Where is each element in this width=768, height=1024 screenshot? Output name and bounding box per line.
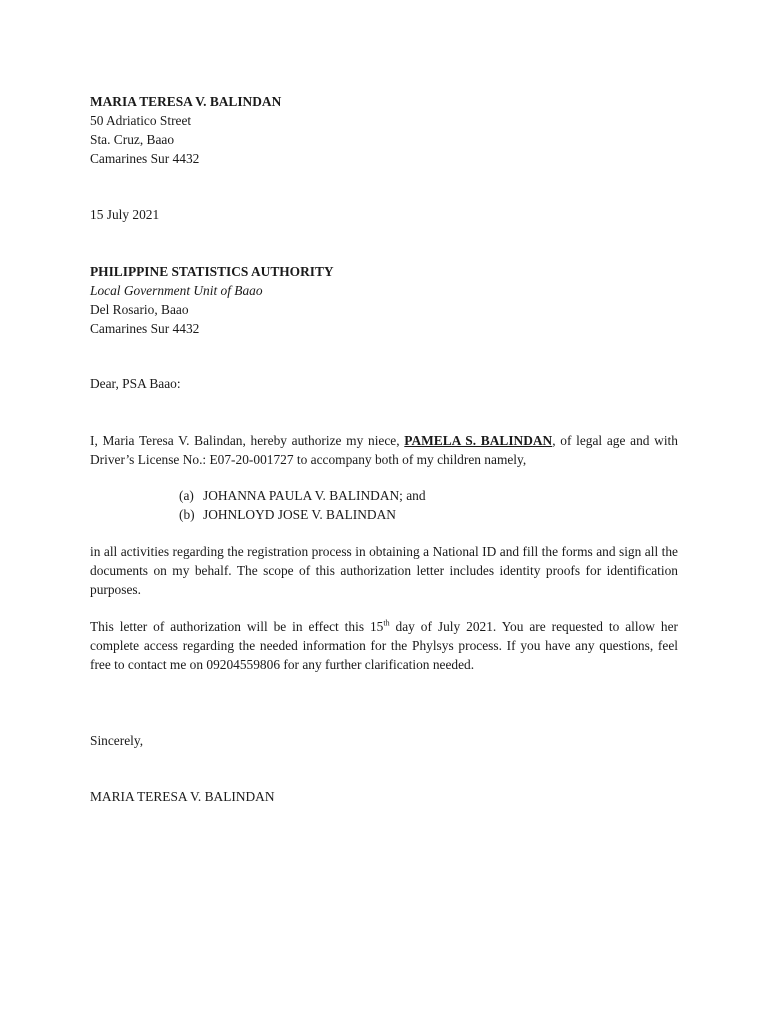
paragraph-scope xyxy=(90,542,678,599)
signature-block xyxy=(90,787,678,806)
para2-text: in all activities regarding the registration process in obtaining a National ID and fill the forms and sign all the documents on my behalf. The scope of this authorization letter includes identity proofs for identification purposes. xyxy=(90,544,678,597)
sender-city: Sta. Cruz, Baao xyxy=(90,132,175,147)
para1-text-before: I, Maria Teresa V. Balindan, hereby authorize my niece, xyxy=(90,433,405,448)
list-item xyxy=(179,486,426,505)
sender-name: MARIA TERESA V. BALINDAN xyxy=(90,94,282,109)
recipient-org: PHILIPPINE STATISTICS AUTHORITY xyxy=(90,264,334,279)
list-item-text: JOHNLOYD JOSE V. BALINDAN xyxy=(203,507,396,522)
children-list xyxy=(179,486,426,524)
list-item xyxy=(179,505,426,524)
salutation: Dear, PSA Baao: xyxy=(90,376,181,391)
letter-date: 15 July 2021 xyxy=(90,207,160,222)
date-block xyxy=(90,205,678,224)
salutation-block xyxy=(90,374,678,393)
sender-block xyxy=(90,92,678,168)
closing: Sincerely, xyxy=(90,733,144,748)
para3-superscript: th xyxy=(383,618,390,628)
closing-block xyxy=(90,731,678,750)
recipient-unit: Local Government Unit of Baao xyxy=(90,283,263,298)
list-marker: (b) xyxy=(179,507,195,522)
para1-text-after: , of legal age and with Driver’s License No.: E07-20-001727 to accompany both of my children namely, xyxy=(90,433,678,467)
list-item-text: JOHANNA PAULA V. BALINDAN; and xyxy=(203,488,426,503)
authorized-person-name: PAMELA S. BALINDAN xyxy=(404,433,553,448)
recipient-street: Del Rosario, Baao xyxy=(90,302,189,317)
sender-province: Camarines Sur 4432 xyxy=(90,151,200,166)
paragraph-authorization xyxy=(90,431,678,469)
para3-text-before: This letter of authorization will be in effect this 15 xyxy=(90,619,384,634)
recipient-block xyxy=(90,262,678,338)
signature-name: MARIA TERESA V. BALINDAN xyxy=(90,789,275,804)
list-marker: (a) xyxy=(179,488,194,503)
recipient-province: Camarines Sur 4432 xyxy=(90,321,200,336)
paragraph-effectivity xyxy=(90,617,678,674)
sender-street: 50 Adriatico Street xyxy=(90,113,192,128)
para3-text-after: day of July 2021. You are requested to allow her complete access regarding the needed information for the Phylsys process. If you have any questions, feel free to contact me on 09204559806 for any further clarification needed. xyxy=(90,619,678,672)
